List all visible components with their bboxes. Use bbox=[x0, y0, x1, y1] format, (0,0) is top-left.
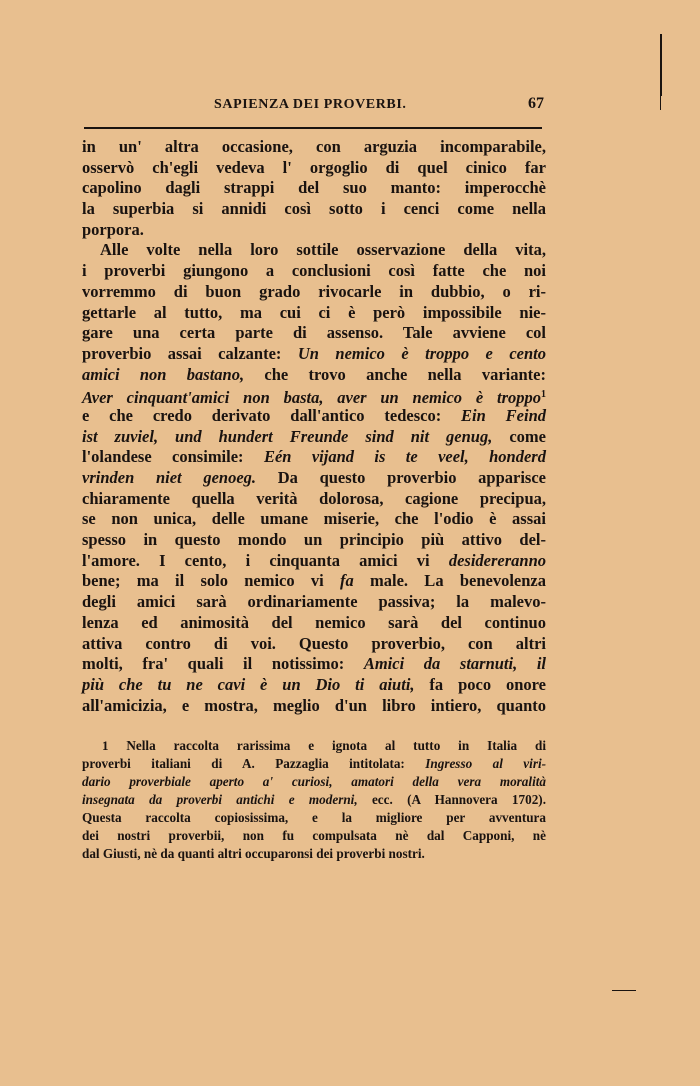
scan-edge-mark bbox=[660, 34, 662, 96]
text-line: osservò ch'egli vedeva l' orgoglio di quel cinico far bbox=[82, 157, 546, 177]
text-line bbox=[82, 406, 546, 427]
italic-proverb: vrinden niet genoeg. bbox=[82, 468, 257, 487]
text-segment: fa poco onore bbox=[414, 674, 546, 694]
text-line: gare una certa parte di assenso. Tale avviene col bbox=[82, 323, 546, 343]
text-line: capolino dagli strappi del suo manto: imperocchè bbox=[82, 178, 546, 198]
text-segment: proverbi italiani di A. Pazzaglia intitolata: bbox=[82, 756, 426, 771]
text-line: all'amicizia, e mostra, meglio d'un libro intiero, quanto bbox=[82, 695, 546, 715]
text-line: lenza ed animosità del nemico sarà del continuo bbox=[82, 612, 546, 632]
text-line: gettarle al tutto, ma cui ci è però impossibile nie- bbox=[82, 302, 546, 322]
italic-word: fa bbox=[340, 571, 354, 591]
text-segment: proverbio assai calzante: bbox=[82, 343, 298, 363]
running-head bbox=[82, 95, 544, 119]
scan-edge-mark bbox=[660, 96, 661, 110]
footnote-line bbox=[82, 791, 546, 809]
header-rule bbox=[84, 127, 542, 129]
text-line: porpora. bbox=[82, 219, 144, 239]
italic-title: dario proverbiale aperto a' curiosi, amatori della vera moralità bbox=[82, 774, 546, 789]
italic-proverb: Ein Feind bbox=[461, 405, 546, 425]
text-line: se non unica, delle umane miserie, che l'odio è assai bbox=[82, 509, 546, 529]
text-segment: ecc. (A Hannovera 1702). bbox=[357, 792, 546, 807]
text-line: in un' altra occasione, con arguzia incomparabile, bbox=[82, 137, 546, 156]
footnote bbox=[82, 737, 546, 863]
italic-title: Ingresso al viri- bbox=[425, 756, 547, 771]
italic-proverb: amici non bastano, bbox=[82, 364, 245, 384]
text-segment: male. La benevolenza bbox=[353, 571, 546, 591]
italic-proverb: più che tu ne cavi è un Dio ti aiuti, bbox=[82, 674, 415, 694]
footnote-line bbox=[82, 773, 546, 791]
scan-edge-mark bbox=[612, 990, 636, 991]
text-line: i proverbi giungono a conclusioni così fatte che noi bbox=[82, 261, 546, 281]
text-segment: l'olandese consimile: bbox=[82, 447, 264, 467]
footnote-line: Questa raccolta copiosissima, e la migliore per avventura bbox=[82, 810, 546, 825]
text-line bbox=[82, 365, 546, 386]
italic-proverb: Un nemico è troppo e cento bbox=[297, 343, 546, 363]
text-segment: l'amore. I cento, i cinquanta amici vi bbox=[82, 550, 449, 570]
text-segment: e che credo derivato dall'antico tedesco: bbox=[82, 405, 462, 425]
text-segment: molti, fra' quali il notissimo: bbox=[82, 654, 364, 674]
footnote-line bbox=[82, 755, 546, 773]
text-line bbox=[82, 551, 546, 572]
footnote-line: dei nostri proverbii, non fu compulsata nè dal Capponi, nè bbox=[82, 828, 546, 843]
text-line: degli amici sarà ordinariamente passiva; la malevo- bbox=[82, 592, 546, 612]
italic-proverb: Aver cinquant'amici non basta, aver un nemico è troppo bbox=[82, 388, 541, 408]
footnote-mark: 1 bbox=[102, 738, 109, 753]
text-segment: Nella raccolta rarissima e ignota al tutto in Italia di bbox=[108, 738, 546, 753]
italic-word: desidereranno bbox=[448, 550, 546, 570]
italic-proverb: Amici da starnuti, il bbox=[363, 654, 546, 674]
text-segment: Da questo proverbio apparisce bbox=[256, 468, 546, 487]
text-line: chiaramente quella verità dolorosa, cagione precipua, bbox=[82, 488, 546, 508]
text-line bbox=[82, 468, 546, 489]
text-line bbox=[82, 385, 546, 406]
text-line bbox=[82, 654, 546, 675]
text-line: la superbia si annidi così sotto i cenci come nella bbox=[82, 199, 546, 219]
body-text bbox=[82, 137, 546, 716]
italic-proverb: Eén vijand is te veel, honderd bbox=[263, 447, 546, 467]
text-segment: come bbox=[492, 426, 546, 446]
text-line: vorremmo di buon grado rivocarle in dubbio, o ri- bbox=[82, 281, 546, 301]
text-line: attiva contro di voi. Questo proverbio, con altri bbox=[82, 633, 546, 653]
text-line: Alle volte nella loro sottile osservazione della vita, bbox=[100, 240, 546, 260]
text-line: spesso in questo mondo un principio più attivo del- bbox=[82, 530, 546, 550]
text-segment: bene; ma il solo nemico vi bbox=[82, 571, 340, 591]
text-line bbox=[82, 571, 546, 592]
running-title: SAPIENZA DEI PROVERBI. bbox=[214, 97, 407, 112]
text-line bbox=[82, 427, 546, 448]
page-number: 67 bbox=[528, 95, 544, 112]
footnote-reference: 1 bbox=[541, 389, 546, 401]
text-line bbox=[82, 447, 546, 468]
footnote-line: dal Giusti, nè da quanti altri occuparonsi dei proverbi nostri. bbox=[82, 846, 425, 861]
footnote-line bbox=[82, 737, 546, 755]
text-line bbox=[82, 344, 546, 365]
text-segment: che trovo anche nella variante: bbox=[244, 364, 546, 384]
italic-title: insegnata da proverbi antichi e moderni, bbox=[82, 792, 358, 807]
text-line bbox=[82, 675, 546, 696]
italic-proverb: ist zuviel, und hundert Freunde sind nit genug, bbox=[82, 426, 493, 446]
